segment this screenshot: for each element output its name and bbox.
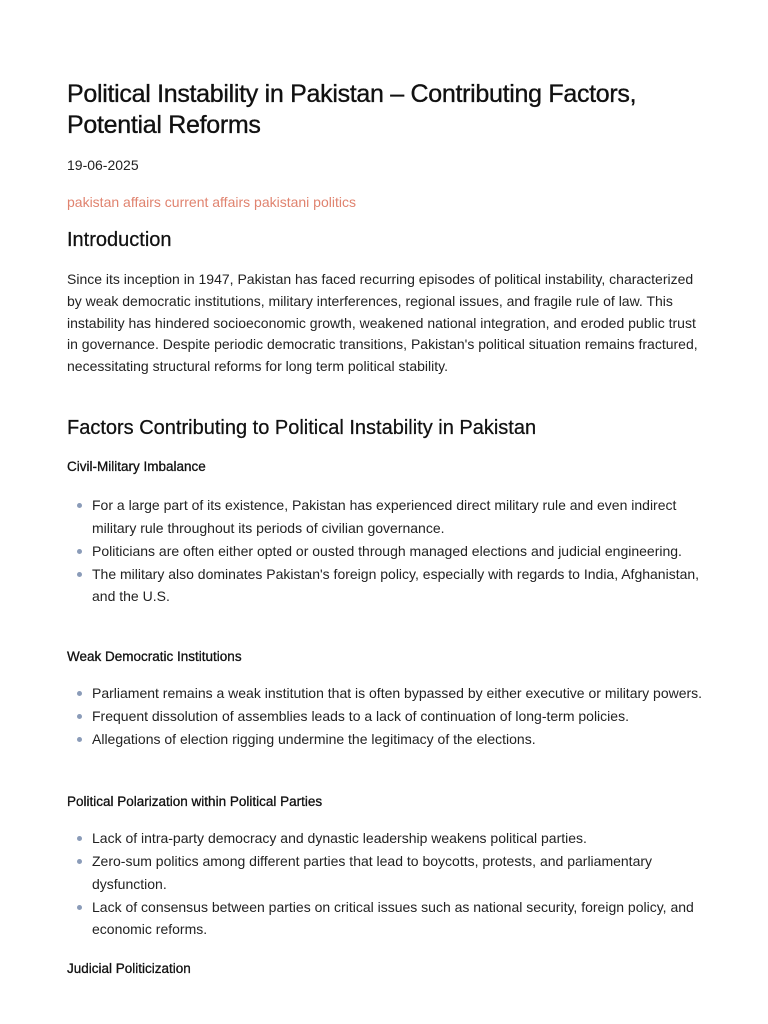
civil-military-list (67, 494, 707, 608)
weak-democratic-list (67, 682, 707, 751)
article-title: Political Instability in Pakistan – Contributing Factors, Potential Reforms (67, 80, 637, 139)
section-heading-civil-military: Civil-Military Imbalance (67, 459, 206, 474)
list-item (67, 827, 707, 850)
section-heading-weak-democratic: Weak Democratic Institutions (67, 649, 242, 664)
list-item (67, 705, 707, 728)
tag-list (67, 193, 356, 211)
list-item-text: Lack of intra-party democracy and dynastic leadership weakens political parties. (92, 830, 587, 846)
list-item-text: The military also dominates Pakistan's foreign policy, especially with regards to India, Afghanistan, and the U.S. (92, 565, 700, 604)
bullet-icon (77, 859, 82, 864)
list-item (67, 540, 707, 563)
introduction-heading: Introduction (67, 229, 172, 251)
list-item (67, 494, 707, 539)
list-item (67, 896, 707, 941)
list-item-text: Zero-sum politics among different parties that lead to boycotts, protests, and parliamentary dysfunction. (92, 853, 653, 892)
bullet-icon (77, 905, 82, 910)
section-heading-judicial-politicization: Judicial Politicization (67, 961, 191, 976)
article-date: 19-06-2025 (67, 157, 139, 173)
list-item (67, 563, 707, 608)
bullet-icon (77, 714, 82, 719)
list-item-text: Lack of consensus between parties on critical issues such as national security, foreign policy, and economic reforms. (92, 898, 694, 937)
bullet-icon (77, 549, 82, 554)
bullet-icon (77, 691, 82, 696)
tag-link-pakistani-politics[interactable]: pakistani politics (254, 194, 356, 210)
list-item (67, 728, 707, 751)
list-item-text: Frequent dissolution of assemblies leads to a lack of continuation of long-term policies. (92, 708, 629, 724)
bullet-icon (77, 572, 82, 577)
list-item (67, 682, 707, 705)
list-item-text: Parliament remains a weak institution that is often bypassed by either executive or military powers. (92, 685, 703, 701)
tag-link-current-affairs[interactable]: current affairs (164, 194, 251, 210)
bullet-icon (77, 737, 82, 742)
list-item-text: Politicians are often either opted or ousted through managed elections and judicial engineering. (92, 542, 682, 559)
introduction-paragraph: Since its inception in 1947, Pakistan has faced recurring episodes of political instability, characterized by weak democratic institutions, military interferences, regional issues, and fragile rule of law. This instability has hindered socioeconomic growth, weakened national integration, and eroded public trust in governance. Despite periodic democratic transitions, Pakistan's political situation remains fractured, necessitating structural reforms for long term political stability. (67, 271, 698, 375)
list-item (67, 850, 707, 895)
bullet-icon (77, 836, 82, 841)
bullet-icon (77, 503, 82, 508)
section-heading-political-polarization: Political Polarization within Political Parties (67, 794, 323, 809)
political-polarization-list (67, 827, 707, 941)
list-item-text: For a large part of its existence, Pakistan has experienced direct military rule and even indirect military rule throughout its periods of civilian governance. (92, 497, 677, 536)
tag-link-pakistan-affairs[interactable]: pakistan affairs (67, 194, 161, 210)
list-item-text: Allegations of election rigging undermine the legitimacy of the elections. (92, 731, 536, 747)
factors-heading: Factors Contributing to Political Instability in Pakistan (67, 417, 537, 439)
